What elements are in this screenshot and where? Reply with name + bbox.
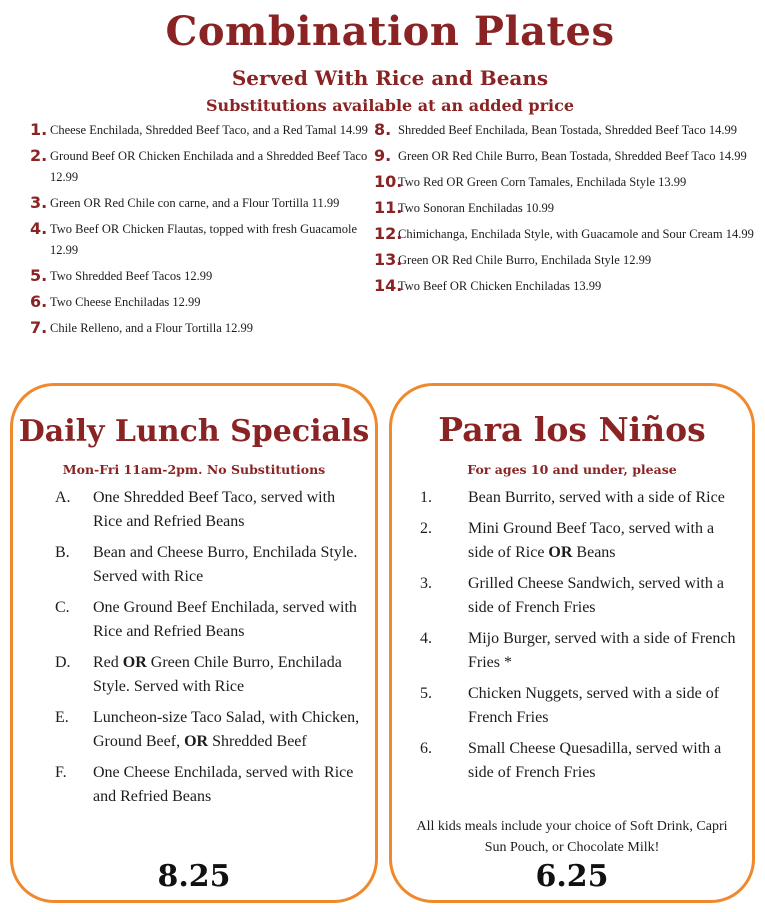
- description-text: Green Chile Burro, Enchilada Style. Served with Rice: [93, 654, 342, 695]
- description-text: Chicken Nuggets, served with a side of French Fries: [468, 685, 720, 726]
- combo-item: [30, 120, 370, 141]
- kids-item-marker: 4.: [420, 630, 432, 647]
- combo-number: 13.: [374, 250, 403, 269]
- kids-item-marker: 3.: [420, 575, 432, 592]
- or-emphasis: OR: [122, 654, 147, 671]
- kids-item-description: [468, 489, 725, 506]
- combo-description: Two Beef OR Chicken Flautas, topped with fresh Guacamole 12.99: [50, 222, 358, 257]
- lunch-item-marker: E.: [55, 709, 69, 726]
- lunch-item-marker: B.: [55, 544, 70, 561]
- combo-number: 1.: [30, 120, 48, 139]
- lunch-item-description: [93, 709, 359, 750]
- combo-item: [374, 224, 762, 245]
- kids-item-marker: 2.: [420, 520, 432, 537]
- lunch-specials-title: Daily Lunch Specials: [18, 414, 370, 449]
- combo-item: [30, 292, 370, 313]
- combo-number: 12.: [374, 224, 403, 243]
- kids-item: [420, 517, 742, 565]
- description-text: Red: [93, 654, 123, 671]
- description-text: Beans: [572, 544, 616, 561]
- kids-item-description: [468, 685, 719, 726]
- combo-item: [30, 266, 370, 287]
- combo-number: 10.: [374, 172, 403, 191]
- combo-description: Two Red OR Green Corn Tamales, Enchilada Style 13.99: [398, 175, 687, 189]
- combination-list-right: [374, 120, 762, 302]
- description-text: Bean Burrito, served with a side of Rice: [468, 489, 725, 506]
- combo-item: [374, 146, 762, 167]
- lunch-item: [55, 706, 365, 754]
- lunch-item: [55, 541, 365, 589]
- lunch-item-marker: D.: [55, 654, 71, 671]
- combo-description: Chimichanga, Enchilada Style, with Guacamole and Sour Cream 14.99: [398, 227, 754, 241]
- kids-item: [420, 682, 742, 730]
- substitution-note: Substitutions available at an added price: [206, 96, 574, 115]
- combo-description: Green OR Red Chile Burro, Bean Tostada, Shredded Beef Taco 14.99: [398, 149, 747, 163]
- combo-item: [30, 146, 370, 188]
- combo-number: 6.: [30, 292, 48, 311]
- combo-item: [374, 198, 762, 219]
- description-text: One Shredded Beef Taco, served with Rice and Refried Beans: [93, 489, 336, 530]
- lunch-item-description: [93, 489, 335, 530]
- description-text: Grilled Cheese Sandwich, served with a side of French Fries: [468, 575, 724, 616]
- lunch-item-marker: A.: [55, 489, 71, 506]
- kids-item-description: [468, 740, 721, 781]
- combo-item: [374, 172, 762, 193]
- kids-item-marker: 5.: [420, 685, 432, 702]
- lunch-item: [55, 651, 365, 699]
- lunch-item-description: [93, 654, 342, 695]
- description-text: Mijo Burger, served with a side of French Fries *: [468, 630, 736, 671]
- combo-item: [374, 250, 762, 271]
- combo-description: Two Beef OR Chicken Enchiladas 13.99: [398, 279, 602, 293]
- or-emphasis: OR: [184, 733, 209, 750]
- kids-item-description: [468, 520, 714, 561]
- combo-description: Two Sonoran Enchiladas 10.99: [398, 201, 555, 215]
- combo-description: Cheese Enchilada, Shredded Beef Taco, and a Red Tamal 14.99: [50, 123, 368, 137]
- lunch-specials-list: [55, 486, 365, 816]
- kids-item-description: [468, 575, 724, 616]
- kids-menu-title: Para los Niños: [438, 410, 706, 449]
- lunch-item: [55, 596, 365, 644]
- combo-number: 11.: [374, 198, 403, 217]
- combo-item: [30, 193, 370, 214]
- kids-item: [420, 737, 742, 785]
- kids-item: [420, 486, 742, 510]
- lunch-item: [55, 486, 365, 534]
- combo-number: 7.: [30, 318, 48, 337]
- combo-number: 2.: [30, 146, 48, 165]
- combo-number: 3.: [30, 193, 48, 212]
- combo-description: Ground Beef OR Chicken Enchilada and a Shredded Beef Taco 12.99: [50, 149, 368, 184]
- lunch-item-marker: F.: [55, 764, 67, 781]
- lunch-item: [55, 761, 365, 809]
- combo-description: Two Shredded Beef Tacos 12.99: [50, 269, 213, 283]
- combo-item: [30, 318, 370, 339]
- combo-description: Green OR Red Chile Burro, Enchilada Style 12.99: [398, 253, 652, 267]
- kids-drink-note: All kids meals include your choice of Soft Drink, Capri Sun Pouch, or Chocolate Milk!: [416, 819, 728, 855]
- combo-description: Two Cheese Enchiladas 12.99: [50, 295, 201, 309]
- kids-menu-box: [389, 383, 755, 903]
- description-text: Bean and Cheese Burro, Enchilada Style. Served with Rice: [93, 544, 358, 585]
- kids-price: 6.25: [535, 859, 609, 894]
- combo-number: 5.: [30, 266, 48, 285]
- combo-description: Green OR Red Chile con carne, and a Flour Tortilla 11.99: [50, 196, 340, 210]
- description-text: Small Cheese Quesadilla, served with a side of French Fries: [468, 740, 722, 781]
- description-text: Mini Ground Beef Taco, served with a side of Rice: [468, 520, 715, 561]
- combo-item: [374, 120, 762, 141]
- lunch-price: 8.25: [157, 859, 231, 894]
- description-text: One Cheese Enchilada, served with Rice and Refried Beans: [93, 764, 354, 805]
- combo-number: 4.: [30, 219, 48, 238]
- kids-menu-list: [420, 486, 742, 792]
- combo-number: 9.: [374, 146, 392, 165]
- combo-number: 8.: [374, 120, 392, 139]
- or-emphasis: OR: [548, 544, 573, 561]
- lunch-specials-subtitle: Mon-Fri 11am-2pm. No Substitutions: [62, 462, 326, 477]
- lunch-item-description: [93, 544, 357, 585]
- combo-description: Shredded Beef Enchilada, Bean Tostada, Shredded Beef Taco 14.99: [398, 123, 738, 137]
- combo-number: 14.: [374, 276, 403, 295]
- lunch-specials-box: [10, 383, 378, 903]
- lunch-item-description: [93, 764, 353, 805]
- combo-item: [30, 219, 370, 261]
- description-text: One Ground Beef Enchilada, served with Rice and Refried Beans: [93, 599, 357, 640]
- page-subtitle: Served With Rice and Beans: [231, 66, 549, 90]
- kids-item-marker: 1.: [420, 489, 432, 506]
- combination-list-left: [30, 120, 370, 344]
- lunch-item-marker: C.: [55, 599, 70, 616]
- kids-item: [420, 572, 742, 620]
- kids-menu-subtitle: For ages 10 and under, please: [467, 462, 677, 477]
- kids-item-description: [468, 630, 735, 671]
- lunch-item-description: [93, 599, 357, 640]
- description-text: Shredded Beef: [208, 733, 307, 750]
- combo-description: Chile Relleno, and a Flour Tortilla 12.99: [50, 321, 254, 335]
- page-title: Combination Plates: [165, 8, 615, 55]
- description-text: Luncheon-size Taco Salad, with Chicken, Ground Beef,: [93, 709, 360, 750]
- kids-item: [420, 627, 742, 675]
- combo-item: [374, 276, 762, 297]
- kids-item-marker: 6.: [420, 740, 432, 757]
